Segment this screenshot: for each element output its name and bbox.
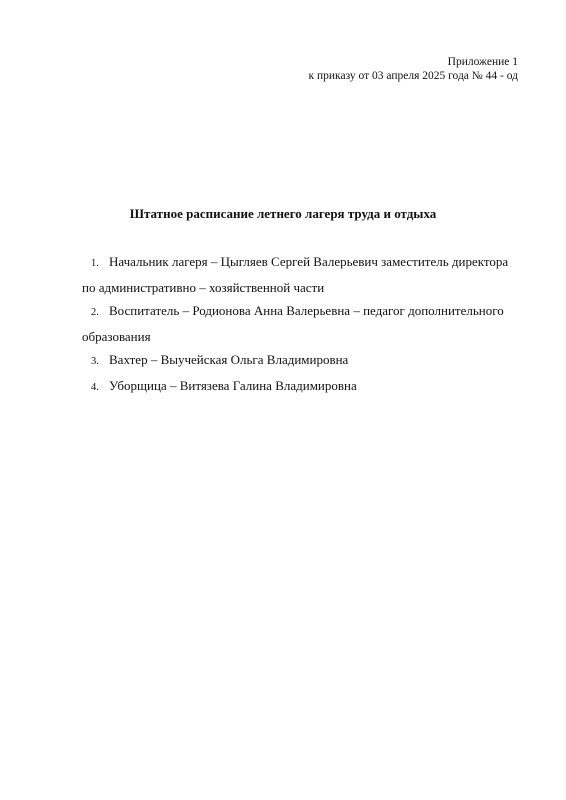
list-item-continuation: по административно – хозяйственной части	[82, 279, 325, 295]
list-item-text: Начальник лагеря – Цыгляев Сергей Валерьевич заместитель директора	[109, 254, 509, 269]
list-item-number: 1.	[91, 258, 99, 269]
list-item-text: Уборщица – Витязева Галина Владимировна	[109, 377, 357, 393]
document-title: Штатное расписание летнего лагеря труда и отдыха	[129, 206, 437, 221]
appendix-header	[309, 55, 518, 83]
list-item	[82, 250, 526, 299]
list-item-text: Вахтер – Выучейская Ольга Владимировна	[109, 352, 349, 367]
list-item-text: Воспитатель – Родионова Анна Валерьевна – педагог дополнительного	[109, 303, 504, 318]
list-item-number: 3.	[91, 356, 99, 367]
list-item	[86, 348, 526, 374]
list-item	[82, 299, 526, 348]
appendix-order-reference: к приказу от 03 апреля 2025 года № 44 - од	[308, 70, 518, 82]
list-item-number: 4.	[91, 381, 99, 393]
list-item-number: 2.	[91, 307, 99, 318]
list-item	[86, 374, 526, 400]
list-item-continuation: образования	[82, 328, 151, 344]
appendix-title: Приложение 1	[447, 56, 518, 68]
staff-list	[82, 250, 526, 399]
